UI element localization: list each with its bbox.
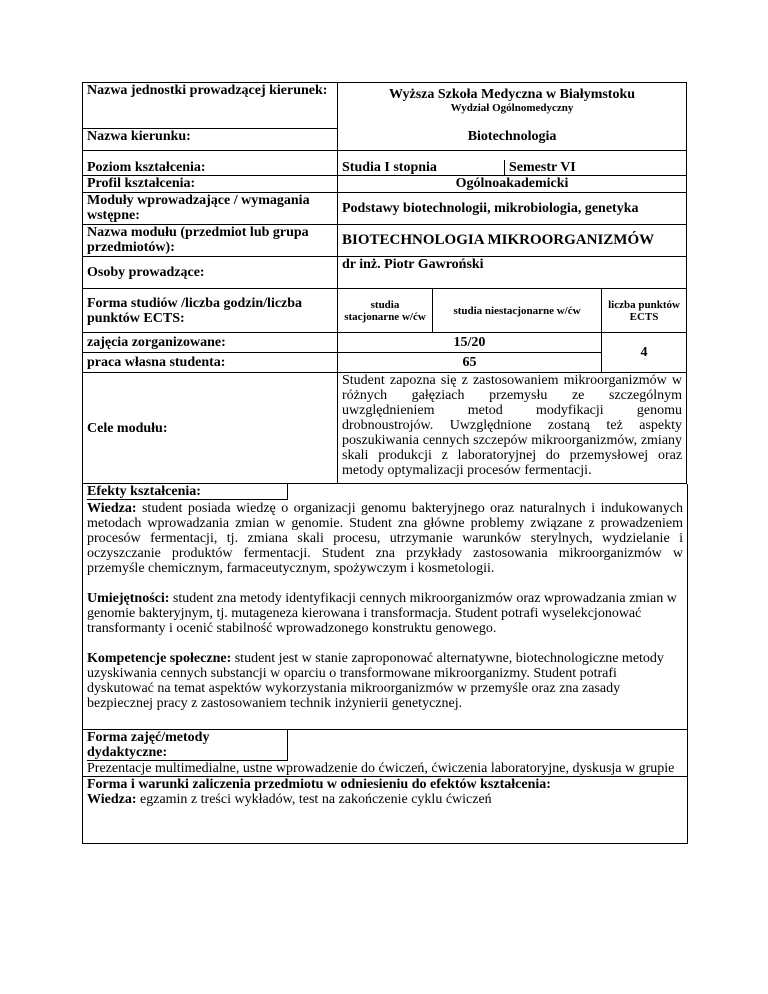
organized-value: 15/20 <box>338 333 602 353</box>
effects-section <box>82 484 688 730</box>
assessment-section <box>82 777 688 844</box>
social-effect: Kompetencje społeczne: student jest w stanie zaproponować alternatywne, biotechnologiczne metody uzyskiwania cennych substancji w oparciu o transformowane mikroorganizmy. Student potrafi dyskutować na temat aspektów wykorzystania mikroorganizmów w przemyśle oraz zna zasady bezpiecznej pracy z zastosowaniem technik inżynierii genetycznej. <box>87 651 664 711</box>
profile-value: Ogólnoakademicki <box>338 176 687 193</box>
own-work-label: praca własna studenta: <box>83 353 338 373</box>
module-value: BIOTECHNOLOGIA MIKROORGANIZMÓW <box>338 225 687 257</box>
ects-value: 4 <box>602 333 687 373</box>
syllabus-table <box>82 82 687 484</box>
prereq-label: Moduły wprowadzające / wymagania wstępne: <box>83 193 338 225</box>
knowledge-effect: Wiedza: student posiada wiedzę o organizacji genomu bakteryjnego oraz naturalnych i indukowanych metodach wprowadzania zmian w genomie. Student zna główne problemy związane z prowadzeniem procesów fermentacji, tj. zmiana skali procesu, utrzymanie warunków sterylnych, wydzielanie i oczyszczanie produktów fermentacji. Student zna przykłady zastosowania mikroorganizmów w przemyśle chemicznym, farmaceutycznym, spożywczym i kosmetologii. <box>87 501 684 576</box>
unit-label: Nazwa jednostki prowadzącej kierunek: <box>83 83 338 129</box>
assessment-title: Forma i warunki zaliczenia przedmiotu w odniesieniu do efektów kształcenia: <box>87 777 551 792</box>
organized-label: zajęcia zorganizowane: <box>83 333 338 353</box>
teachers-label: Osoby prowadzące: <box>83 257 338 289</box>
course-label: Nazwa kierunku: <box>83 129 338 151</box>
forms-label: Forma studiów /liczba godzin/liczba punktów ECTS: <box>83 289 338 333</box>
goals-text: Student zapozna się z zastosowaniem mikroorganizmów w różnych gałęziach przemysłu ze szczególnym uwzględnieniem metod modyfikacji genomu drobnoustrojów. Uwzględnione zostaną też aspekty poszukiwania cennych szczepów mikroorganizmów, zmiany skali produkcji z laboratoryjnej do przemysłowej oraz metody optymalizacji procesów fermentacji. <box>338 373 687 484</box>
col-part-time: studia niestacjonarne w/ćw <box>433 289 602 333</box>
assessment-knowledge: Wiedza: egzamin z treści wykładów, test na zakończenie cyklu ćwiczeń <box>87 792 492 807</box>
methods-section <box>82 730 688 777</box>
faculty-name: Wydział Ogólnomedyczny <box>450 102 574 114</box>
profile-label: Profil kształcenia: <box>83 176 338 193</box>
goals-label: Cele modułu: <box>83 373 338 484</box>
methods-text: Prezentacje multimedialne, ustne wprowadzenie do ćwiczeń, ćwiczenia laboratoryjne, dyskusja w grupie <box>87 761 675 776</box>
skills-effect: Umiejętności: student zna metody identyfikacji cennych mikroorganizmów oraz wprowadzania zmian w genomie bakteryjnym, tj. mutageneza kierowana i transformacja. Student potrafi wyselekcjonować transformanty i ocenić stabilność wprowadzonego konstruktu genowego. <box>87 591 677 636</box>
course-value: Biotechnologia <box>338 129 687 151</box>
col-stationary: studia stacjonarne w/ćw <box>338 289 433 333</box>
teachers-value: dr inż. Piotr Gawroński <box>338 257 687 289</box>
prereq-value: Podstawy biotechnologii, mikrobiologia, genetyka <box>338 193 687 225</box>
col-ects: liczba punktów ECTS <box>602 289 687 333</box>
level-value: Studia I stopnia <box>338 160 505 176</box>
level-label: Poziom kształcenia: <box>83 160 338 176</box>
methods-label: Forma zajęć/metody dydaktyczne: <box>87 730 683 761</box>
module-label: Nazwa modułu (przedmiot lub grupa przedmiotów): <box>83 225 338 257</box>
own-work-value: 65 <box>338 353 602 373</box>
university-name: Wyższa Szkoła Medyczna w Białymstoku <box>389 87 636 102</box>
unit-value <box>338 83 687 129</box>
syllabus-document <box>82 82 686 844</box>
effects-title: Efekty kształcenia: <box>87 484 683 500</box>
semester-value: Semestr VI <box>505 160 687 176</box>
